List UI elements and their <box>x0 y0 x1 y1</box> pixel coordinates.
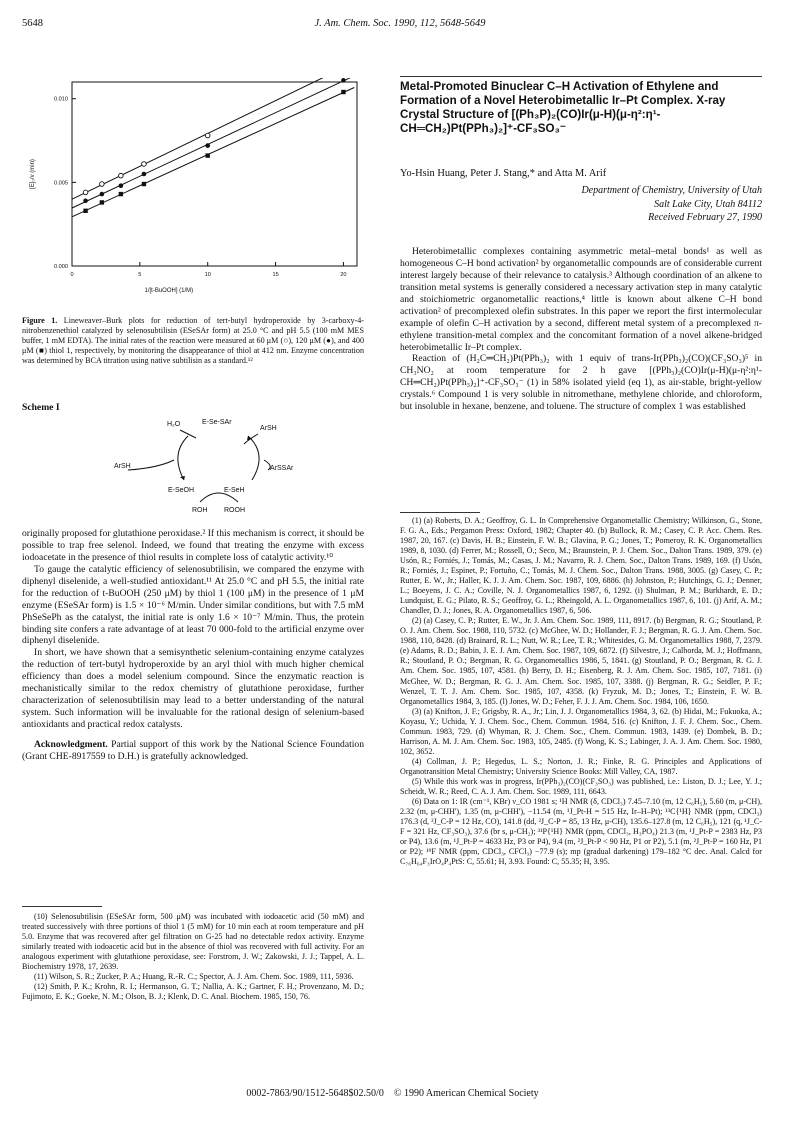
footer-copyright: © 1990 American Chemical Society <box>393 1088 539 1099</box>
data-point-square <box>142 182 146 186</box>
data-point-open-circle <box>205 133 210 138</box>
reference-item: (4) Collman, J. P.; Hegedus, L. S.; Norton, J. R.; Finke, R. G. Principles and Applications of Organotransition Metal Chemistry; University Science Books: Mill Valley, CA, 1987. <box>400 756 762 776</box>
footnote-rule-right <box>400 512 480 513</box>
reference-item: (6) Data on 1: IR (cm⁻¹, KBr) ν_CO 1981 s; ¹H NMR (δ, CDCl₃) 7.45–7.10 (m, 12 C₆H₅), 5.60 (m, μ-CH), 2.32 (m, μ-CHH'), 1.35 (m, μ-CHH'), −11.54 (m, ¹J_Pt-H = 515 Hz, Ir–H–Pt); ¹³C{¹H} NMR (ppm, CDCl₃) 176.3 (d, ²J_C-P = 12 Hz, CO), 141.8 (dd, ²J_C-P = 85, 13 Hz, μ-CH), 135.6–127.8 (m, 12 C₆H₅), 121 (q, ¹J_C-F = 321 Hz, CF₃SO₃), 37.6 (br s, μ-CH₂); ³¹P{¹H} NMR (ppm, CDCl₃, H₃PO₄) 21.3 (m, ¹J_Pt-P = 2383 Hz, P3 or P4), 13.6 (m, ¹J_Pt-P = 4633 Hz, P3 or P4), 9.4 (m, ²J_Pt-P < 90 Hz, P1 or P2), 5.1 (m, ²J_Pt-P = 160 Hz, P1 or P2); ¹⁹F NMR (ppm, CDCl₃, CFCl₃) −77.9 (s); mp (gradual darkening) 179–182 °C dec. Anal. Calcd for C₇₆H₆₄F₃IrO₄P₄PtS: C, 55.61; H, 3.93. Found: C, 55.35; H, 3.95. <box>400 796 762 867</box>
data-point-filled-circle <box>119 183 124 188</box>
y-tick-label: 0.000 <box>54 264 68 270</box>
scheme-rooh: ROOH <box>224 507 245 514</box>
footnote-12: (12) Smith, P. K.; Krohn, R. I.; Hermanson, G. T.; Nallia, A. K.; Gartner, F. H.; Provenzano, M. D.; Fujimoto, E. K.; Goeke, N. M.; Olson, B. J.; Klenk, D. C. Anal. Biochem. 1985, 150, 76. <box>22 982 364 1002</box>
footnote-10: (10) Selenosubtilisin (ESeSAr form, 500 μM) was incubated with iodoacetic acid (50 mM) and treated successively with three portions of thiol 1 (5 mM) for 10 min each at room temperature and pH 5.0. Enzyme that was recovered after gel filtration on G-25 had no detectable redox activity. Enzyme similarly treated with iodoacetic acid but in the absence of thiol was recovered with full activity. For an analogous experiment with glutathione peroxidase, see: Forstrom, J. W.; Zakowski, J. J.; Tappel, A. L. Biochemistry 1978, 17, 2639. <box>22 912 364 972</box>
figure-1-caption <box>22 316 364 366</box>
article-body <box>400 246 762 413</box>
x-tick-label: 15 <box>272 272 279 278</box>
scheme-diagram <box>88 414 318 518</box>
received-date: Received February 27, 1990 <box>648 212 762 223</box>
page-footer <box>0 1088 785 1099</box>
reference-item: (1) (a) Roberts, D. A.; Geoffroy, G. L. In Comprehensive Organometallic Chemistry; Wilkinson, G., Stone, F. G. A., Eds.; Pergamon Press: Oxford, 1982; Chapter 40. (b) Bullock, R. M.; Casey, C. P. Acc. Chem. Res. 1987, 20, 167. (c) Davis, H. B.; Einstein, F. W. B.; Glavina, P. G.; Jones, T.; Pomeroy, R. K. Organometallics 1989, 8, 1030. (d) Ferrer, M.; Rossell, O.; Seco, M.; Braunstein, P. J. Chem. Soc., Dalton Trans. 1989, 379. (e) Usón, R.; Forniés, J.; Tomás, M.; Casas, J. M.; Navarro, R. J. Chem. Soc., Dalton Trans. 1989, 169. (f) Usón, R.; Forniés, J.; Espinet, P.; Fortuño, C.; Tomás, M. J. Chem. Soc., Dalton Trans. 1988, 3005. (g) Casey, C. P.; Rutter, E. W., Jr.; Haller, K. J. J. Am. Chem. Soc. 1987, 109, 6886. (h) Johnston, P.; Hutchings, G. J.; Denner, L.; Boeyens, J. C. A.; Coville, N. J. Organometallics 1987, 6, 1292. (i) Shulman, P. M.; Burkhardt, E. D.; Lundquist, E. G.; Pilato, R. S.; Geoffroy, G. L.; Rheingold, A. L. Organometallics 1987, 6, 101. (j) Arif, A. M.; Chandler, D. J.; Jones, R. A. Organometallics 1987, 6, 506. <box>400 516 762 616</box>
footer-code: 0002-7863/90/1512-5648$02.50/0 <box>246 1088 384 1099</box>
y-axis-label: [E]₀/v (min) <box>30 159 36 189</box>
scheme-arc-bottom <box>200 493 238 502</box>
plot-frame <box>72 82 357 266</box>
scheme-arc-h2o <box>180 430 196 438</box>
data-point-filled-circle <box>83 198 88 203</box>
scheme-arsh-top: ArSH <box>260 425 277 432</box>
data-point-open-circle <box>119 173 124 178</box>
article-authors: Yo-Hsin Huang, Peter J. Stang,* and Atta M. Arif <box>400 168 607 179</box>
scheme-title: Scheme I <box>22 402 60 413</box>
footnote-rule-left <box>22 906 102 907</box>
data-point-open-circle <box>83 190 88 195</box>
reference-item: (5) While this work was in progress, Ir(PPh₃)₂(CO)(CF₃SO₃) was published, i.e.: Liston, D. J.; Lee, Y. J.; Scheidt, W. R.; Reed, C. A. J. Am. Chem. Soc. 1989, 111, 6643. <box>400 776 762 796</box>
chart-marks <box>72 78 354 217</box>
article-affiliation <box>400 184 762 225</box>
lineweaver-burk-chart <box>22 78 362 310</box>
article-title: Metal-Promoted Binuclear C–H Activation of Ethylene and Formation of a Novel Heterobimetallic Ir–Pt Complex. X-ray Crystal Structure of [(Ph₃P)₂(CO)Ir(μ-H)(μ-η²:η¹-CH═CH₂)Pt(PPh₃)₂]⁺-CF₃SO₃⁻ <box>400 80 726 135</box>
scheme-h2o: H₂O <box>167 421 181 428</box>
data-point-square <box>119 192 123 196</box>
data-point-open-circle <box>142 162 147 167</box>
figure-1-caption-text: Lineweaver–Burk plots for reduction of tert-butyl hydroperoxide by 3-carboxy-4-nitrobenzenethiol catalyzed by selenosubtilisin (ESeSAr form) at 25.0 °C and pH 5.5 (100 mM MES buffer, 1 mM EDTA). The initial rates of the reaction were measured at 60 μM (○), 120 μM (●), and 400 μM (■) thiol 1, respectively, by monitoring the disappearance of thiol at 412 nm. Enzyme concentration was determined by BCA titration using native subtilisin as a standard.¹² <box>22 316 364 366</box>
data-point-square <box>83 209 87 213</box>
left-paragraph-2: To gauge the catalytic efficiency of selenosubtilisin, we compared the enzyme with diphenyl diselenide, a well-studied antioxidant.¹¹ At 25.0 °C and pH 5.5, the initial rate for the reduction of t-BuOOH (250 μM) by thiol 1 (100 μM) in the presence of 1 μM enzyme (ESeSAr form) is 1.5 × 10⁻⁶ M/min. Under similar conditions, but with 7.5 mM PhSeSePh as the catalyst, the initial rate is only 1.6 × 10⁻⁷ M/min. Thus, the protein binding site confers a rate advantage of at least 70 000-fold to the artificial enzyme over diphenyl diselenide. <box>22 563 364 647</box>
x-axis-label: 1/[t-BuOOH] (1/M) <box>144 288 194 294</box>
left-paragraph-1: originally proposed for glutathione peroxidase.² If this mechanism is correct, it should be possible to trap free selenol. Indeed, we found that treating the enzyme with excess iodoacetate in the presence of thiol results in complete loss of catalytic activity.¹⁰ <box>22 528 364 563</box>
article-paragraph-2: Reaction of (H₂C═CH₂)Pt(PPh₃)₂ with 1 equiv of trans-Ir(PPh₃)₂(CO)(CF₃SO₃)⁵ in CH₃NO₂ at room temperature for 2 h gave [(PPh₃)₂(CO)Ir(μ-H)(μ-η²:η¹-CH═CH₂)Pt(PPh₃)₂]⁺-CF₃SO₃⁻ (1) in 58% isolated yield (eq 1), as air-stable, bright-yellow crystals.⁶ Compound 1 is very soluble in nitromethane, methylene chloride, and chloroform, but insoluble in hexane, benzene, and toluene. The structure of complex 1 was established <box>400 353 762 413</box>
acknowledgment <box>22 739 364 763</box>
y-tick-label: 0.005 <box>54 180 68 187</box>
regression-line <box>72 78 354 199</box>
figure-1-label: Figure 1. <box>22 316 58 325</box>
left-footnotes <box>22 912 364 1002</box>
footnote-11: (11) Wilson, S. R.; Zucker, P. A.; Huang, R.-R. C.; Spector, A. J. Am. Chem. Soc. 1989, 111, 5936. <box>34 972 354 982</box>
x-tick-label: 20 <box>340 272 347 278</box>
affiliation-department: Department of Chemistry, University of Utah <box>581 185 762 196</box>
data-point-square <box>341 90 345 94</box>
regression-line <box>72 87 354 216</box>
data-point-open-circle <box>100 182 105 187</box>
left-column-body <box>22 528 364 763</box>
scheme-arc-right <box>248 436 259 480</box>
reference-item: (3) (a) Knifton, J. F.; Grigsby, R. A., Jr.; Lin, J. J. Organometallics 1984, 3, 62. (b) Hidai, M.; Fukuoka, A.; Koyasu, Y.; Uchida, Y. J. Chem. Soc., Chem. Commun. 1984, 516. (c) Knifton, J. F. J. Chem. Soc., Chem. Commun. 1983, 729. (d) Whyman, R. J. Chem. Soc., Chem. Commun. 1983, 1439. (e) Dombek, B. D.; Harrison, A. M. J. Am. Chem. Soc. 1983, 105, 2485. (f) Wong, K. S.; Labinger, J. A. J. Am. Chem. Soc. 1980, 102, 3652. <box>400 706 762 756</box>
scheme-arc-arssar <box>264 460 270 470</box>
data-point-filled-circle <box>341 78 346 83</box>
regression-line <box>72 78 354 208</box>
affiliation-city: Salt Lake City, Utah 84112 <box>654 198 762 210</box>
scheme-eseoh: E-SeOH <box>168 487 195 494</box>
acknowledgment-label: Acknowledgment. <box>34 738 108 750</box>
article-paragraph-1: Heterobimetallic complexes containing asymmetric metal–metal bonds¹ as well as homogeneous C–H bond activation² by organometallic compounds are of considerable current interest largely because of their relevance to catalysis.³ Although coordination of an alkene to transition metal systems is generally considered a necessary activation step in many catalytic and stoichiometric organometallic reactions,⁴ little is known about alkene C–H bond activation² of precomplexed olefin substrates. In this paper we report the first intermolecular example of olefin C–H activation by a second, different metal system of a precomplexed π-ethylene transition-metal complex and the concomitant formation of a novel alkene-bridged heterobimetallic Ir–Pt complex. <box>400 246 762 353</box>
scheme-arc-left <box>178 436 188 480</box>
scheme-arssar: ArSSAr <box>270 465 294 472</box>
x-tick-label: 5 <box>138 272 142 278</box>
page-number: 5648 <box>22 18 43 29</box>
scheme-esesar: E-Se-SAr <box>202 419 232 426</box>
data-point-filled-circle <box>205 143 210 148</box>
data-point-filled-circle <box>142 172 147 177</box>
scheme-arc-arsh-left <box>128 460 174 470</box>
article-top-rule <box>400 76 762 77</box>
reference-list <box>400 516 762 867</box>
reference-item: (2) (a) Casey, C. P.; Rutter, E. W., Jr. J. Am. Chem. Soc. 1989, 111, 8917. (b) Bergman, R. G.; Stoutland, P. O. J. Am. Chem. Soc. 1988, 110, 5732. (c) McGhee, W. D.; Hollander, F. J.; Bergman, R. G. J. Am. Chem. Soc. 1988, 110, 8428. (d) Brainard, R. L.; Nutt, W. R.; Lee, T. R.; Whitesides, G. M. Organometallics 1988, 7, 2379. (e) Adams, R. D.; Babin, J. E. J. Am. Chem. Soc. 1987, 109, 6872. (f) Silvestre, J.; Calhorda, M. J.; Hoffmann, R.; Stoutland, P. O.; Bergman, R. G. Organometallics 1986, 5, 1841. (g) Stoutland, P. O.; Bergman, R. G. J. Am. Chem. Soc. 1985, 107, 4581. (h) Berry, D. H.; Eisenberg, R. J. Am. Chem. Soc. 1985, 107, 7181. (i) McGhee, W. D.; Bergman, R. G. J. Am. Chem. Soc. 1985, 107, 3388. (j) Bergman, R. G.; Seidler, P. F.; Wenzel, T. T. J. Am. Chem. Soc. 1985, 107, 4358. (k) Fryzuk, M. D.; Jones, T.; Einstein, F. W. B. Organometallics 1984, 3, 185. (l) Jones, W. D.; Feher, F. J. J. Am. Chem. Soc. 1984, 106, 1650. <box>400 616 762 706</box>
x-tick-label: 10 <box>204 272 211 278</box>
y-tick-label: 0.010 <box>54 96 68 103</box>
left-paragraph-3: In short, we have shown that a semisynthetic selenium-containing enzyme catalyzes the reduction of tert-butyl hydroperoxide by an aryl thiol with much higher chemical efficiency than does a model selenium compound. Since the enzymatic reaction is mechanistically similar to the redox chemistry of glutathione peroxidase, further characterization of selenosubtilisin may lead to a better understanding of the natural system. Such information will be invaluable for the rational design of selenium-based antioxidants and practical redox catalysts. <box>22 647 364 730</box>
scheme-roh: ROH <box>192 507 208 514</box>
running-header: J. Am. Chem. Soc. 1990, 112, 5648-5649 <box>314 18 486 29</box>
chart-axes <box>30 82 357 294</box>
x-tick-label: 0 <box>70 272 74 278</box>
scheme-eseh: E-SeH <box>224 487 245 494</box>
scheme-arsh-left: ArSH <box>114 463 131 470</box>
acknowledgment-text: Partial support of this work by the National Science Foundation (Grant CHE-8917559 to D.H.) is gratefully acknowledged. <box>22 738 364 762</box>
data-point-square <box>206 153 210 157</box>
data-point-filled-circle <box>100 192 105 197</box>
data-point-square <box>100 200 104 204</box>
